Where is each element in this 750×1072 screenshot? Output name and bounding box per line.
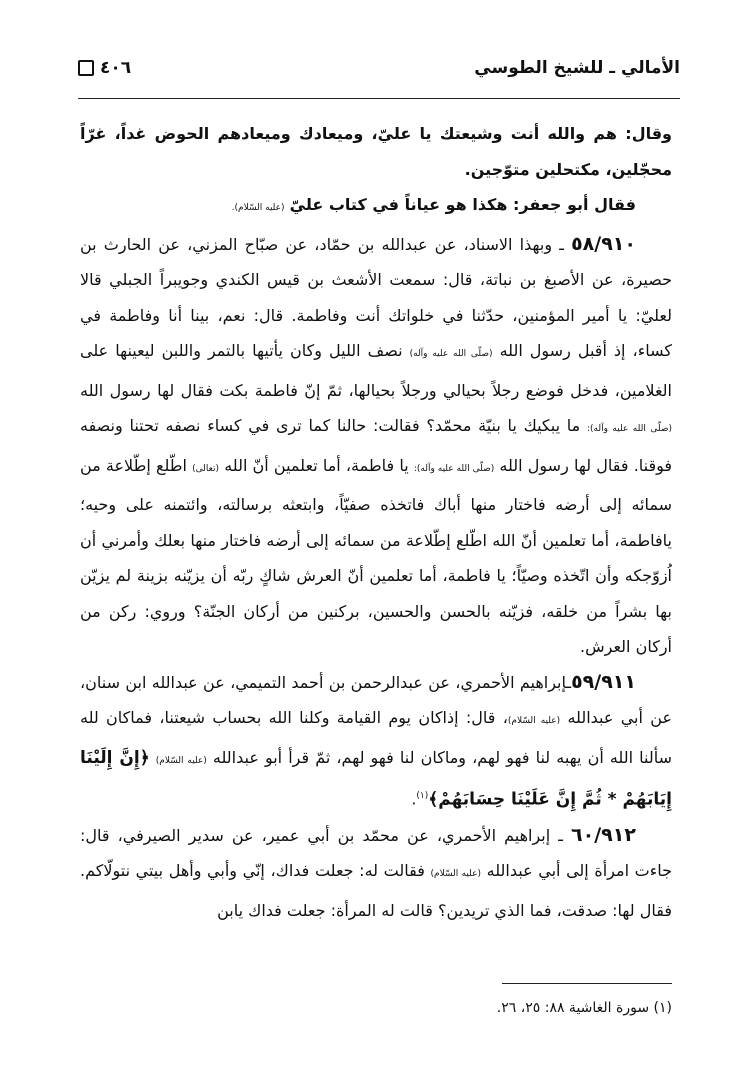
footnote-ref: (١) <box>416 791 429 801</box>
hadith-text: ـإبراهيم الأحمري، عن عبدالرحمن بن أحمد التميمي، عن عبدالله ابن سنان، عن أبي عبدالله <box>80 672 672 727</box>
paragraph-1: وقال: هم والله أنت وشيعتك يا عليّ، وميعادك وميعادهم الحوض غداً، غرّاً محجّلين، مكتحلين متوّجين. <box>80 124 672 179</box>
footnote: (١) سورة الغاشية ٨٨: ٢٥، ٢٦. <box>496 1000 672 1016</box>
taala: (تعالى) <box>192 463 219 474</box>
hadith-number: ٥٨/٩١٠ <box>571 232 636 255</box>
salawat: (صلّى الله عليه وآله): <box>586 424 672 434</box>
page-header <box>78 52 680 92</box>
hadith-text: يا فاطمة، أما تعلمين أنّ الله <box>224 455 409 475</box>
hadith-912 <box>80 818 672 929</box>
footnote-rule <box>502 983 672 984</box>
salam: (عليه السّلام) <box>430 869 482 880</box>
hadith-text: ـ وبهذا الاسناد، عن عبدالله بن حمّاد، عن صبّاح المزني، عن الحارث بن حصيرة، عن الأصبغ بن نباتة، قال: سمعت الأشعث بن قيس الكندي وجويبراً الجبلي قالا لعليّ: يا أمير المؤمنين، حدّثنا في خلواتك أنت وفاطمة. قال: نعم، بينا أنا وفاطمة في كساء، إذ أقبل رسول الله <box>80 234 672 360</box>
page-number-group <box>78 58 131 78</box>
square-bullet-icon <box>78 60 94 76</box>
salawat: (صلّى الله عليه وآله) <box>409 349 493 359</box>
main-text <box>80 116 672 928</box>
hadith-number: ٥٩/٩١١ <box>571 670 636 693</box>
hadith-910 <box>80 227 672 665</box>
paragraph-2 <box>80 187 672 227</box>
hadith-text: فقالت له: جعلت فداك، إنّي وأبي وأهل بيتي نتولّاكم. فقال لها: صدقت، فما الذي تريدين؟ قالت له المرأة: جعلت فداك يابن <box>80 861 672 920</box>
honorific: (عليه السّلام). <box>231 203 285 213</box>
hadith-text: اطّلع إطّلاعة من سمائه إلى أرضه فاختار منها أباك فاتخذه صفيّاً، وابتعثه برسالته، وائتمنه على وحيه؛ يافاطمة، أما تعلمين أنّ الله اطّلع إطّلاعة من سمائه إلى أرضه فاختار منها بعلك وأمرني أن اُزوّجكه وأن اتّخذه وصيّاً؛ يا فاطمة، أما تعلمين أنّ العرش شاكٍ ربّه أن يزيّنه بزينة لم يزيّن بها بشراً من خلقه، فزيّنه بالحسن والحسين، بركنين من أركان الجنّة؟ وروي: ركن من أركان العرش. <box>80 455 672 656</box>
quran-verse: ﴿إِنَّ إِلَيْنَا إِيَابَهُمْ * ثُمَّ إِنَّ عَلَيْنَا حِسَابَهُمْ﴾ <box>80 747 672 810</box>
hadith-text: نصف الليل وكان يأتيها بالتمر واللبن ليعينها على الغلامين، فدخل فوضع رجلاً بحيالي ورجلاً بحيالها، ثمّ إنّ فاطمة بكت فقال لها رسول الله <box>80 341 672 400</box>
salam: (عليه السّلام) <box>155 755 207 766</box>
salam: (عليه السّلام) <box>507 716 561 726</box>
hadith-text: ما يبكيك يا بنيّة محمّد؟ فقالت: حالنا كما ترى في كساء نصفه تحتنا ونصفه فوقنا. فقال لها رسول الله <box>80 416 673 475</box>
hadith-911: ٥٩/٩١١ـإبراهيم الأحمري، عن عبدالرحمن بن أحمد التميمي، عن عبدالله ابن سنان، عن أبي عبدالله (عليه السّلام)، قال: إذاكان يوم القيامة وكلنا الله بحساب شيعتنا، فماكان لله سألنا الله أن يهبه لنا فهو لهم، وماكان لنا فهو لهم، ثمّ قرأ أبو عبدالله (عليه السّلام) ﴿إِنَّ إِلَيْنَا إِيَابَهُمْ * ثُمَّ إِنَّ عَلَيْنَا حِسَابَهُمْ﴾$^{(١)}$. <box>80 670 672 810</box>
hadith-text: ـ إبراهيم الأحمري، عن محمّد بن أبي عمير، عن سدير الصيرفي، قال: جاءت امرأة إلى أبي عبدالله <box>80 825 672 881</box>
salawat: (صلّى الله عليه وآله): <box>413 463 495 474</box>
paragraph-2-text: فقال أبو جعفر: هكذا هو عياناً في كتاب عليّ <box>289 195 636 214</box>
page-number: ٤٠٦ <box>100 58 132 78</box>
header-rule <box>78 98 680 99</box>
running-title: الأمالي ـ للشيخ الطوسي <box>474 58 680 78</box>
hadith-number: ٦٠/٩١٢ <box>571 823 636 846</box>
hadith-text: ، قال: إذاكان يوم القيامة وكلنا الله بحساب شيعتنا، فماكان لله سألنا الله أن يهبه لنا فهو لهم، وماكان لنا فهو لهم، ثمّ قرأ أبو عبدالله <box>80 708 672 767</box>
